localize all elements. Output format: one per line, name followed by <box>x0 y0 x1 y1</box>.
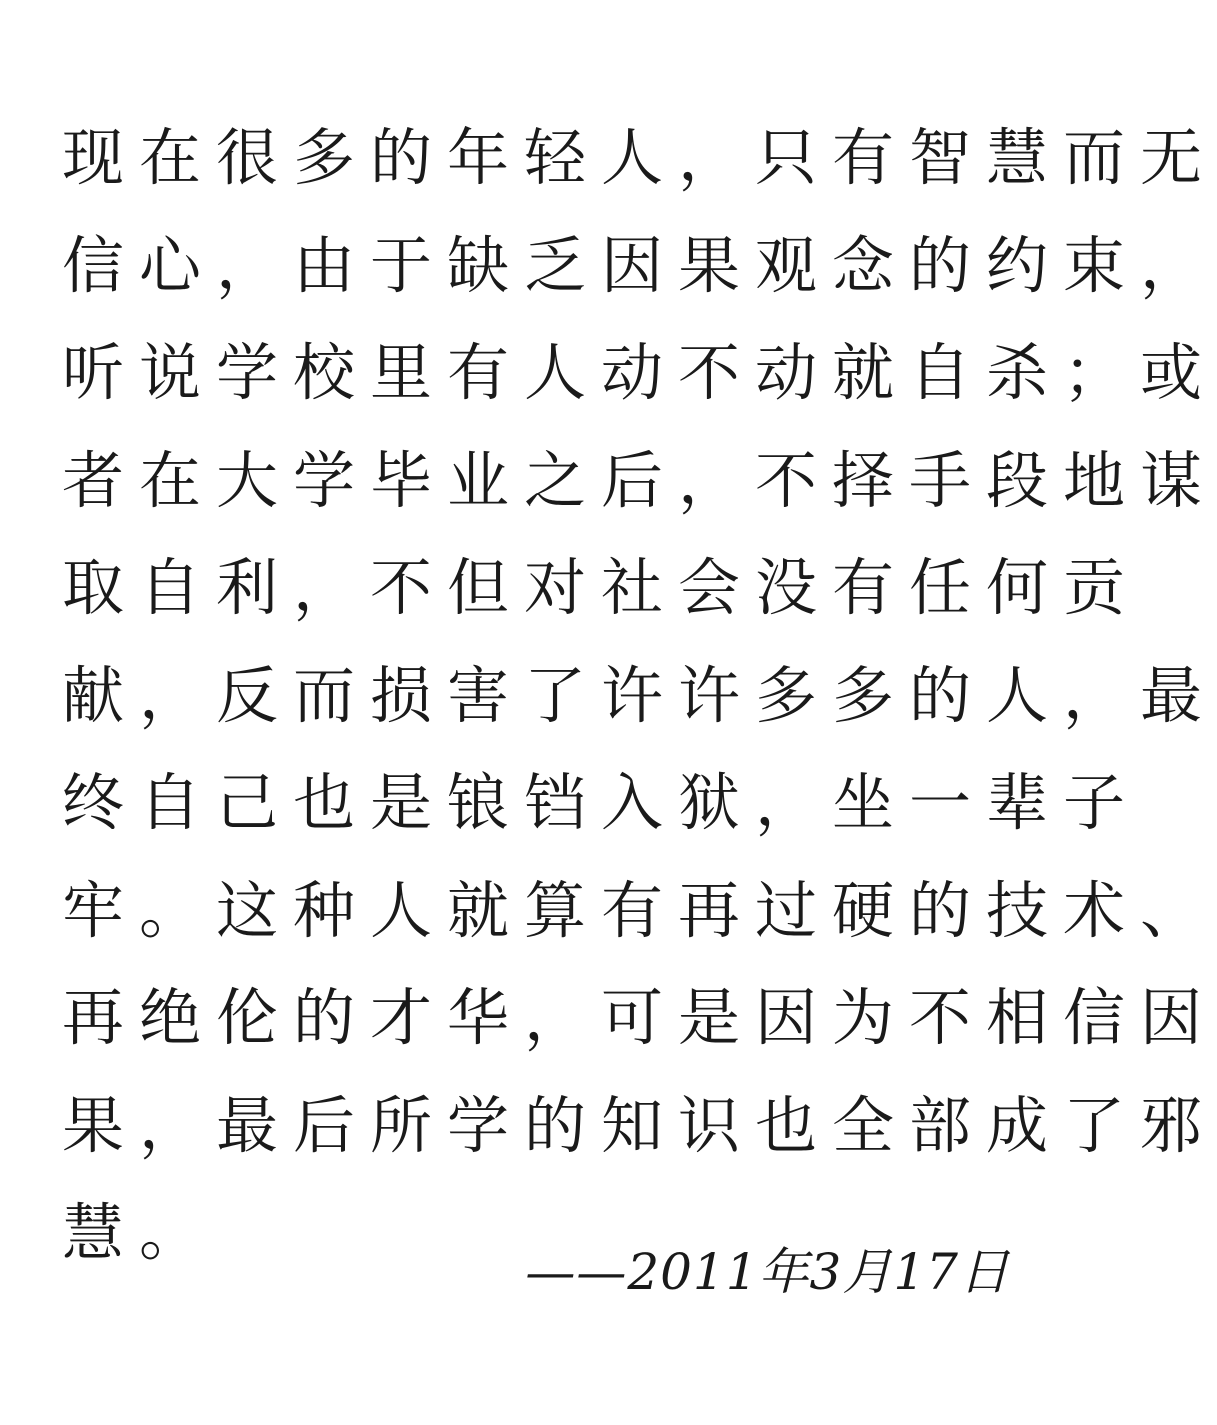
passage-line: 再绝伦的才华，可是因为不相信因 <box>62 981 1217 1054</box>
passage-line: 献，反而损害了许许多多的人，最 <box>62 658 1217 732</box>
passage-line: 牢。这种人就算有再过硬的技术、 <box>62 873 1217 947</box>
date-signature: ——2011年3月17日 <box>525 1243 1010 1301</box>
passage-line: 信心，由于缺乏因果观念的约束， <box>62 228 1217 302</box>
passage-line: 果，最后所学的知识也全部成了邪 <box>62 1088 1217 1162</box>
passage-line: 终自己也是锒铛入狱，坐一辈子 <box>62 766 1141 839</box>
passage-line: 现在很多的年轻人，只有智慧而无 <box>62 121 1217 194</box>
passage-line: 者在大学毕业之后，不择手段地谋 <box>62 443 1217 517</box>
passage-line: 听说学校里有人动不动就自杀；或 <box>62 336 1217 409</box>
passage-line: 慧。 <box>62 1196 217 1269</box>
passage-line: 取自利，不但对社会没有任何贡 <box>62 551 1141 624</box>
passage-text <box>62 118 1217 1301</box>
